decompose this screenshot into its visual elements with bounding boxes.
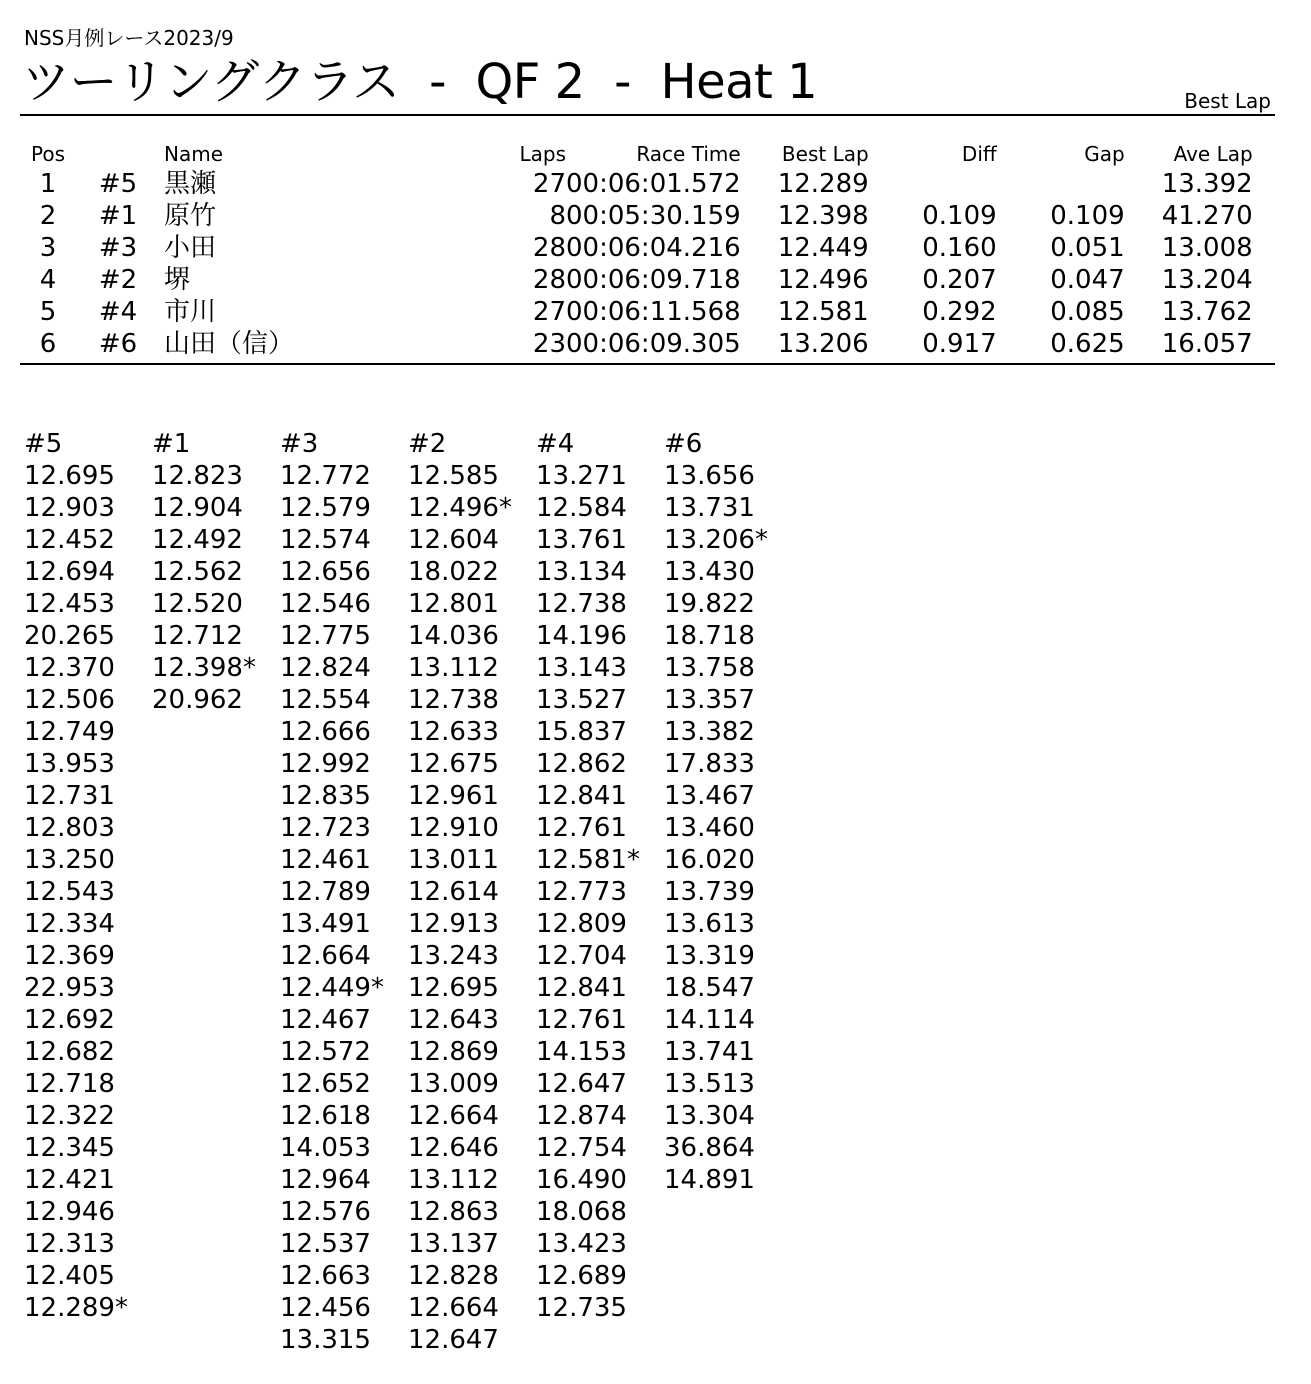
cell-laps: 28 bbox=[532, 265, 566, 295]
report-subtitle: NSS月例レース2023/9 bbox=[24, 26, 234, 50]
cell-race-time: 00:06:01.572 bbox=[566, 169, 741, 199]
lap-time: 13.134 bbox=[536, 557, 627, 587]
lap-time: 36.864 bbox=[664, 1133, 755, 1163]
lap-time: 12.749 bbox=[24, 717, 115, 747]
table-row bbox=[24, 296, 1253, 328]
table-row bbox=[24, 232, 1253, 264]
lap-column-header: #3 bbox=[280, 429, 319, 459]
lap-time: 22.953 bbox=[24, 973, 115, 1003]
top-divider bbox=[20, 114, 1275, 116]
lap-time: 13.460 bbox=[664, 813, 755, 843]
lap-time: 12.313 bbox=[24, 1229, 115, 1259]
lap-time: 13.137 bbox=[408, 1229, 499, 1259]
lap-time: 16.020 bbox=[664, 845, 755, 875]
lap-column-header: #4 bbox=[536, 429, 575, 459]
cell-name: 市川 bbox=[164, 297, 217, 327]
lap-time: 12.405 bbox=[24, 1261, 115, 1291]
bottom-divider bbox=[20, 363, 1275, 365]
header-ave-lap: Ave Lap bbox=[1173, 142, 1253, 166]
lap-time: 14.196 bbox=[536, 621, 627, 651]
cell-diff: 0.160 bbox=[922, 233, 997, 263]
cell-diff: 0.917 bbox=[922, 329, 997, 359]
cell-pos: 5 bbox=[39, 297, 57, 327]
lap-time: 12.572 bbox=[280, 1037, 371, 1067]
cell-name: 原竹 bbox=[164, 201, 217, 231]
lap-time: 12.506 bbox=[24, 685, 115, 715]
lap-time: 12.801 bbox=[408, 589, 499, 619]
lap-time: 12.643 bbox=[408, 1005, 499, 1035]
lap-time: 12.467 bbox=[280, 1005, 371, 1035]
lap-time: 18.068 bbox=[536, 1197, 627, 1227]
lap-column-header: #1 bbox=[152, 429, 191, 459]
lap-time: 13.243 bbox=[408, 941, 499, 971]
cell-pos: 1 bbox=[39, 169, 57, 199]
lap-time: 13.382 bbox=[664, 717, 755, 747]
header-diff: Diff bbox=[961, 142, 997, 166]
lap-time: 12.664 bbox=[408, 1293, 499, 1323]
lap-time: 18.547 bbox=[664, 973, 755, 1003]
lap-time: 12.663 bbox=[280, 1261, 371, 1291]
lap-time: 13.009 bbox=[408, 1069, 499, 1099]
lap-time: 13.613 bbox=[664, 909, 755, 939]
lap-time: 12.585 bbox=[408, 461, 499, 491]
lap-time: 12.869 bbox=[408, 1037, 499, 1067]
lap-time: 20.962 bbox=[152, 685, 243, 715]
lap-time: 12.964 bbox=[280, 1165, 371, 1195]
lap-time: 13.527 bbox=[536, 685, 627, 715]
lap-time: 12.664 bbox=[408, 1101, 499, 1131]
lap-time: 12.789 bbox=[280, 877, 371, 907]
lap-time: 12.738 bbox=[408, 685, 499, 715]
lap-time: 13.741 bbox=[664, 1037, 755, 1067]
lap-time: 12.874 bbox=[536, 1101, 627, 1131]
lap-time: 12.584 bbox=[536, 493, 627, 523]
table-row bbox=[24, 328, 1253, 360]
cell-laps: 8 bbox=[549, 201, 566, 231]
lap-time: 13.319 bbox=[664, 941, 755, 971]
cell-best-lap: 12.289 bbox=[777, 169, 869, 199]
lap-time: 13.731 bbox=[664, 493, 755, 523]
lap-time: 12.647 bbox=[536, 1069, 627, 1099]
lap-time: 12.775 bbox=[280, 621, 371, 651]
lap-time: 13.304 bbox=[664, 1101, 755, 1131]
lap-time: 12.579 bbox=[280, 493, 371, 523]
cell-gap: 0.109 bbox=[1050, 201, 1125, 231]
lap-time: 12.704 bbox=[536, 941, 627, 971]
cell-ave-lap: 41.270 bbox=[1161, 201, 1253, 231]
cell-name: 堺 bbox=[164, 265, 191, 295]
lap-time: 12.537 bbox=[280, 1229, 371, 1259]
lap-time: 12.614 bbox=[408, 877, 499, 907]
lap-column bbox=[280, 428, 408, 1356]
cell-laps: 28 bbox=[532, 233, 566, 263]
lap-time: 12.913 bbox=[408, 909, 499, 939]
lap-time: 12.723 bbox=[280, 813, 371, 843]
cell-gap: 0.625 bbox=[1050, 329, 1125, 359]
lap-time: 12.961 bbox=[408, 781, 499, 811]
cell-gap bbox=[997, 168, 1125, 200]
results-table bbox=[24, 140, 1253, 360]
cell-gap: 0.047 bbox=[1050, 265, 1125, 295]
lap-time: 14.036 bbox=[408, 621, 499, 651]
lap-time: 12.992 bbox=[280, 749, 371, 779]
lap-time: 12.824 bbox=[280, 653, 371, 683]
best-lap-note: Best Lap bbox=[1184, 89, 1271, 113]
lap-time: 12.946 bbox=[24, 1197, 115, 1227]
lap-column-header: #6 bbox=[664, 429, 703, 459]
lap-time: 12.803 bbox=[24, 813, 115, 843]
lap-time: 13.250 bbox=[24, 845, 115, 875]
lap-time: 13.758 bbox=[664, 653, 755, 683]
lap-time: 12.692 bbox=[24, 1005, 115, 1035]
lap-time: 12.695 bbox=[24, 461, 115, 491]
lap-time: 12.581* bbox=[536, 845, 640, 875]
lap-time: 12.656 bbox=[280, 557, 371, 587]
lap-time: 12.421 bbox=[24, 1165, 115, 1195]
cell-diff: 0.207 bbox=[922, 265, 997, 295]
lap-time: 14.114 bbox=[664, 1005, 755, 1035]
cell-ave-lap: 13.762 bbox=[1161, 297, 1253, 327]
cell-number: #6 bbox=[98, 329, 138, 359]
cell-ave-lap: 13.392 bbox=[1161, 169, 1253, 199]
lap-time: 12.453 bbox=[24, 589, 115, 619]
lap-time: 12.647 bbox=[408, 1325, 499, 1355]
cell-race-time: 00:06:04.216 bbox=[566, 233, 741, 263]
lap-time: 12.646 bbox=[408, 1133, 499, 1163]
cell-race-time: 00:06:11.568 bbox=[566, 297, 741, 327]
lap-time: 12.828 bbox=[408, 1261, 499, 1291]
lap-column bbox=[152, 428, 280, 1356]
lap-time: 12.718 bbox=[24, 1069, 115, 1099]
cell-best-lap: 12.398 bbox=[777, 201, 869, 231]
cell-number: #2 bbox=[98, 265, 138, 295]
lap-column-header: #5 bbox=[24, 429, 63, 459]
lap-time: 12.862 bbox=[536, 749, 627, 779]
lap-time: 12.461 bbox=[280, 845, 371, 875]
lap-time: 12.322 bbox=[24, 1101, 115, 1131]
lap-column-header: #2 bbox=[408, 429, 447, 459]
lap-time: 12.694 bbox=[24, 557, 115, 587]
lap-times-grid bbox=[24, 428, 792, 1356]
lap-time: 12.604 bbox=[408, 525, 499, 555]
lap-time: 12.738 bbox=[536, 589, 627, 619]
lap-time: 13.357 bbox=[664, 685, 755, 715]
lap-column bbox=[536, 428, 664, 1356]
cell-laps: 27 bbox=[532, 297, 566, 327]
header-laps: Laps bbox=[519, 142, 566, 166]
lap-column bbox=[664, 428, 792, 1356]
cell-race-time: 00:06:09.305 bbox=[566, 329, 741, 359]
lap-time: 12.652 bbox=[280, 1069, 371, 1099]
lap-time: 12.712 bbox=[152, 621, 243, 651]
lap-time: 12.452 bbox=[24, 525, 115, 555]
header-name: Name bbox=[164, 142, 224, 166]
lap-time: 12.574 bbox=[280, 525, 371, 555]
cell-ave-lap: 13.008 bbox=[1161, 233, 1253, 263]
header-pos: Pos bbox=[30, 142, 65, 166]
lap-time: 12.823 bbox=[152, 461, 243, 491]
lap-time: 13.656 bbox=[664, 461, 755, 491]
cell-number: #3 bbox=[98, 233, 138, 263]
lap-time: 12.689 bbox=[536, 1261, 627, 1291]
lap-time: 12.562 bbox=[152, 557, 243, 587]
results-header-row bbox=[24, 140, 1253, 168]
lap-time: 12.903 bbox=[24, 493, 115, 523]
lap-time: 12.664 bbox=[280, 941, 371, 971]
cell-number: #5 bbox=[98, 169, 138, 199]
lap-time: 12.809 bbox=[536, 909, 627, 939]
lap-time: 12.841 bbox=[536, 973, 627, 1003]
lap-time: 13.953 bbox=[24, 749, 115, 779]
lap-time: 13.513 bbox=[664, 1069, 755, 1099]
cell-race-time: 00:05:30.159 bbox=[566, 201, 741, 231]
lap-time: 13.491 bbox=[280, 909, 371, 939]
lap-time: 12.633 bbox=[408, 717, 499, 747]
lap-time: 18.022 bbox=[408, 557, 499, 587]
cell-pos: 6 bbox=[39, 329, 57, 359]
lap-time: 12.841 bbox=[536, 781, 627, 811]
lap-time: 13.112 bbox=[408, 1165, 499, 1195]
lap-time: 20.265 bbox=[24, 621, 115, 651]
lap-time: 13.206* bbox=[664, 525, 768, 555]
lap-time: 15.837 bbox=[536, 717, 627, 747]
lap-column bbox=[408, 428, 536, 1356]
cell-gap: 0.051 bbox=[1050, 233, 1125, 263]
lap-time: 12.398* bbox=[152, 653, 256, 683]
lap-time: 12.835 bbox=[280, 781, 371, 811]
cell-best-lap: 12.449 bbox=[777, 233, 869, 263]
cell-best-lap: 12.496 bbox=[777, 265, 869, 295]
lap-time: 12.370 bbox=[24, 653, 115, 683]
cell-diff: 0.109 bbox=[922, 201, 997, 231]
cell-name: 山田（信） bbox=[164, 329, 295, 359]
cell-pos: 4 bbox=[39, 265, 57, 295]
lap-time: 19.822 bbox=[664, 589, 755, 619]
cell-best-lap: 12.581 bbox=[777, 297, 869, 327]
lap-time: 12.520 bbox=[152, 589, 243, 619]
cell-gap: 0.085 bbox=[1050, 297, 1125, 327]
lap-time: 12.772 bbox=[280, 461, 371, 491]
lap-time: 13.315 bbox=[280, 1325, 371, 1355]
lap-time: 12.863 bbox=[408, 1197, 499, 1227]
cell-diff: 0.292 bbox=[922, 297, 997, 327]
lap-time: 12.618 bbox=[280, 1101, 371, 1131]
lap-time: 13.761 bbox=[536, 525, 627, 555]
header-race-time: Race Time bbox=[636, 142, 741, 166]
lap-time: 13.271 bbox=[536, 461, 627, 491]
lap-time: 13.739 bbox=[664, 877, 755, 907]
page-title: ツーリングクラス - QF 2 - Heat 1 bbox=[22, 54, 818, 110]
cell-race-time: 00:06:09.718 bbox=[566, 265, 741, 295]
lap-time: 12.576 bbox=[280, 1197, 371, 1227]
lap-time: 12.761 bbox=[536, 1005, 627, 1035]
cell-number: #4 bbox=[98, 297, 138, 327]
lap-time: 12.554 bbox=[280, 685, 371, 715]
lap-time: 12.449* bbox=[280, 973, 384, 1003]
lap-time: 12.682 bbox=[24, 1037, 115, 1067]
lap-time: 12.543 bbox=[24, 877, 115, 907]
lap-time: 12.456 bbox=[280, 1293, 371, 1323]
lap-time: 12.334 bbox=[24, 909, 115, 939]
header-number bbox=[72, 140, 164, 168]
lap-time: 12.369 bbox=[24, 941, 115, 971]
lap-time: 12.666 bbox=[280, 717, 371, 747]
lap-time: 13.143 bbox=[536, 653, 627, 683]
cell-ave-lap: 16.057 bbox=[1161, 329, 1253, 359]
cell-name: 小田 bbox=[164, 233, 217, 263]
lap-time: 12.289* bbox=[24, 1293, 128, 1323]
lap-time: 12.695 bbox=[408, 973, 499, 1003]
lap-time: 13.430 bbox=[664, 557, 755, 587]
cell-diff bbox=[869, 168, 997, 200]
lap-time: 13.423 bbox=[536, 1229, 627, 1259]
cell-ave-lap: 13.204 bbox=[1161, 265, 1253, 295]
lap-time: 12.761 bbox=[536, 813, 627, 843]
lap-time: 12.675 bbox=[408, 749, 499, 779]
lap-time: 13.467 bbox=[664, 781, 755, 811]
lap-time: 13.011 bbox=[408, 845, 499, 875]
cell-best-lap: 13.206 bbox=[777, 329, 869, 359]
lap-time: 12.910 bbox=[408, 813, 499, 843]
lap-time: 14.891 bbox=[664, 1165, 755, 1195]
lap-time: 12.492 bbox=[152, 525, 243, 555]
lap-time: 17.833 bbox=[664, 749, 755, 779]
lap-time: 12.773 bbox=[536, 877, 627, 907]
cell-pos: 2 bbox=[39, 201, 57, 231]
lap-time: 14.053 bbox=[280, 1133, 371, 1163]
lap-column bbox=[24, 428, 152, 1356]
cell-name: 黒瀬 bbox=[164, 169, 217, 199]
lap-time: 13.112 bbox=[408, 653, 499, 683]
cell-pos: 3 bbox=[39, 233, 57, 263]
lap-time: 12.496* bbox=[408, 493, 512, 523]
table-row bbox=[24, 168, 1253, 200]
lap-time: 12.731 bbox=[24, 781, 115, 811]
table-row bbox=[24, 200, 1253, 232]
lap-time: 12.904 bbox=[152, 493, 243, 523]
table-row bbox=[24, 264, 1253, 296]
header-gap: Gap bbox=[1084, 142, 1125, 166]
cell-laps: 27 bbox=[532, 169, 566, 199]
header-best-lap: Best Lap bbox=[781, 142, 869, 166]
cell-laps: 23 bbox=[532, 329, 566, 359]
lap-time: 12.546 bbox=[280, 589, 371, 619]
lap-time: 18.718 bbox=[664, 621, 755, 651]
lap-time: 16.490 bbox=[536, 1165, 627, 1195]
lap-time: 12.735 bbox=[536, 1293, 627, 1323]
cell-number: #1 bbox=[98, 201, 138, 231]
lap-time: 12.754 bbox=[536, 1133, 627, 1163]
lap-time: 12.345 bbox=[24, 1133, 115, 1163]
lap-time: 14.153 bbox=[536, 1037, 627, 1067]
